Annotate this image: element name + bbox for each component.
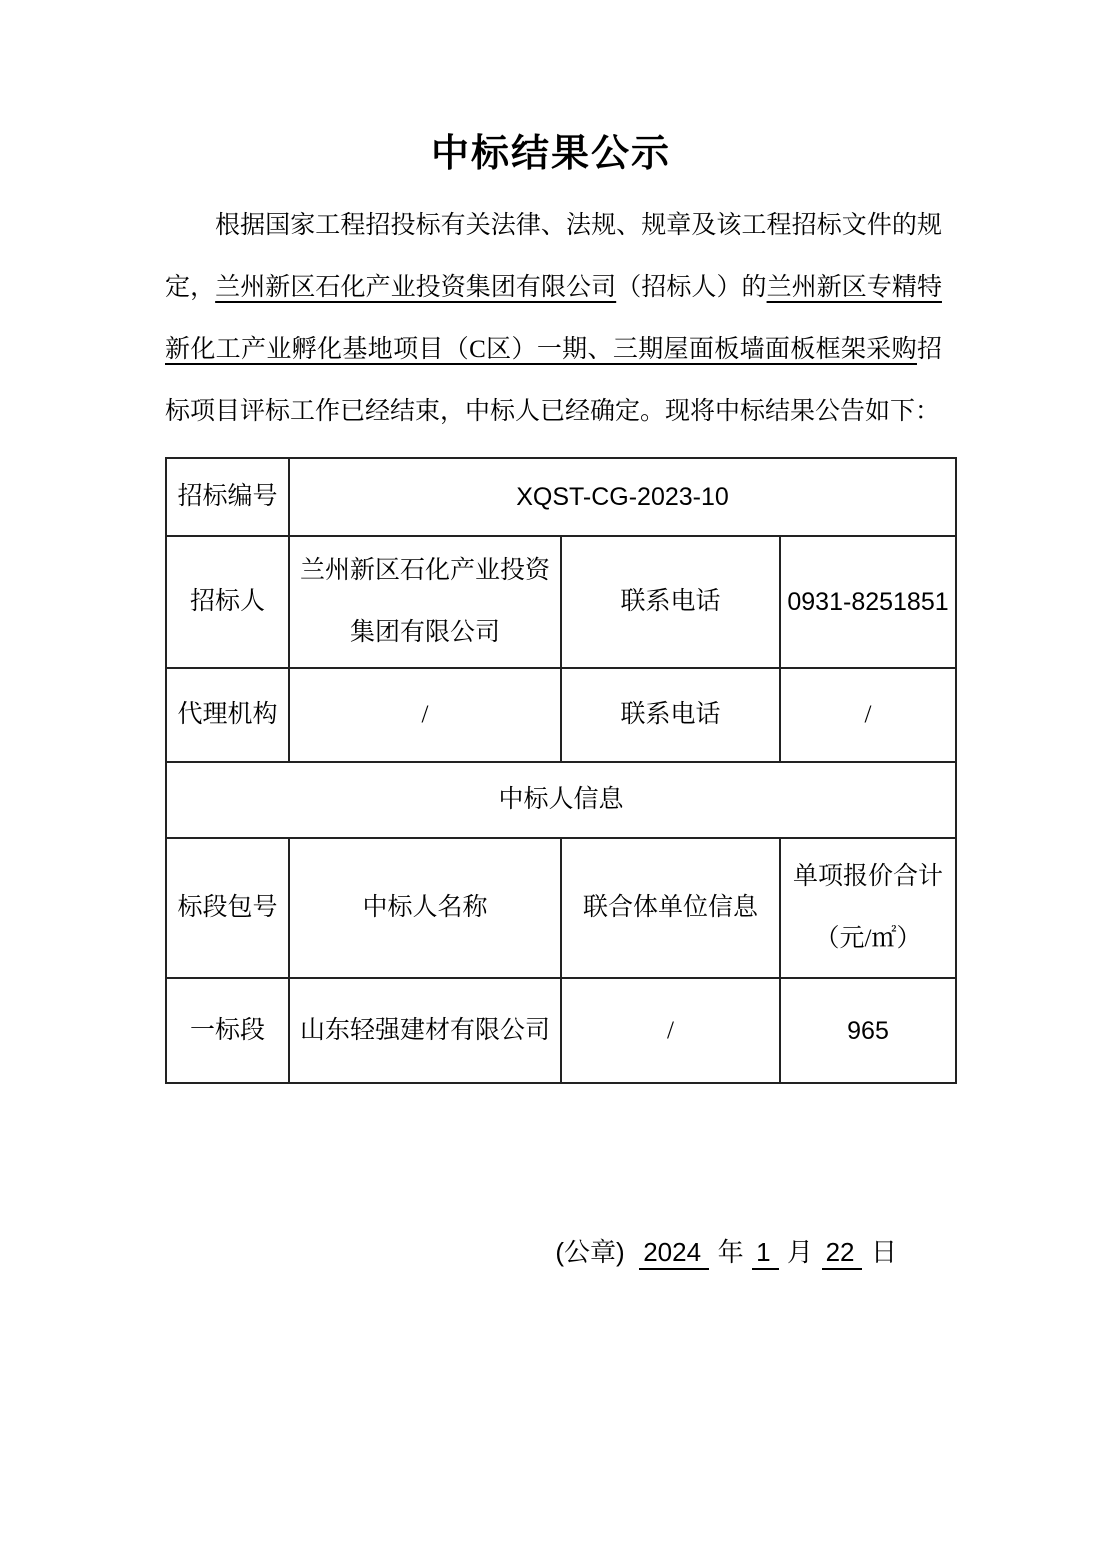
intro-paragraph <box>165 195 942 443</box>
bid-number-value-cell: XQST-CG-2023-10 <box>289 458 956 536</box>
table-row-winner-section <box>166 762 956 838</box>
project-name-underlined: 兰州新区专精特新化工产业孵化基地项目（C区）一期、三期屋面板墙面板框架采购 <box>165 274 942 364</box>
table-row-winner-data <box>166 978 956 1083</box>
table-row-tenderer <box>166 536 956 668</box>
seal-day-unit: 日 <box>870 1238 897 1268</box>
seal-month-unit: 月 <box>787 1238 814 1268</box>
seal-label: (公章) <box>555 1237 625 1268</box>
price-value-cell: 965 <box>780 978 956 1083</box>
tenderer-value-cell: 兰州新区石化产业投资集团有限公司 <box>289 536 561 668</box>
agency-value-cell: / <box>289 668 561 762</box>
agency-phone-label-cell: 联系电话 <box>561 668 780 762</box>
tenderer-name-underlined: 兰州新区石化产业投资集团有限公司 <box>215 274 617 302</box>
seal-year-value: 2024 <box>639 1237 709 1270</box>
table-row-column-headers <box>166 838 956 978</box>
winner-name-value-cell: 山东轻强建材有限公司 <box>289 978 561 1083</box>
agency-phone-value-cell: / <box>780 668 956 762</box>
section-no-header-cell: 标段包号 <box>166 838 289 978</box>
table-row-bid-number <box>166 458 956 536</box>
tenderer-label-cell: 招标人 <box>166 536 289 668</box>
tenderer-phone-label-cell: 联系电话 <box>561 536 780 668</box>
consortium-value-cell: / <box>561 978 780 1083</box>
bid-number-label-cell: 招标编号 <box>166 458 289 536</box>
unit-price-header-line2: （元/㎡） <box>814 925 922 953</box>
winner-name-header-cell: 中标人名称 <box>289 838 561 978</box>
winner-section-title-cell: 中标人信息 <box>166 762 956 838</box>
seal-month-value: 1 <box>752 1237 778 1270</box>
paragraph-text-1: 根据国家工程招投标有关法律、法规、规章及该工程招标文件的规定， <box>165 212 942 302</box>
agency-label-cell: 代理机构 <box>166 668 289 762</box>
seal-day-value: 22 <box>822 1237 863 1270</box>
seal-year-unit: 年 <box>717 1238 744 1268</box>
unit-price-header-line1: 单项报价合计 <box>793 863 944 891</box>
bid-result-table <box>165 457 957 1084</box>
consortium-info-header-cell: 联合体单位信息 <box>561 838 780 978</box>
section-no-value-cell: 一标段 <box>166 978 289 1083</box>
page-title: 中标结果公示 <box>430 133 671 175</box>
seal-date-line <box>0 1232 897 1273</box>
unit-price-header-cell <box>780 838 956 978</box>
paragraph-text-3: 招标项目评标工作已经结束，中标人已经确定。现将中标结果公告如下： <box>165 336 942 426</box>
table-row-agency <box>166 668 956 762</box>
paragraph-text-2: （招标人）的 <box>616 274 767 302</box>
tenderer-phone-value-cell: 0931-8251851 <box>780 536 956 668</box>
